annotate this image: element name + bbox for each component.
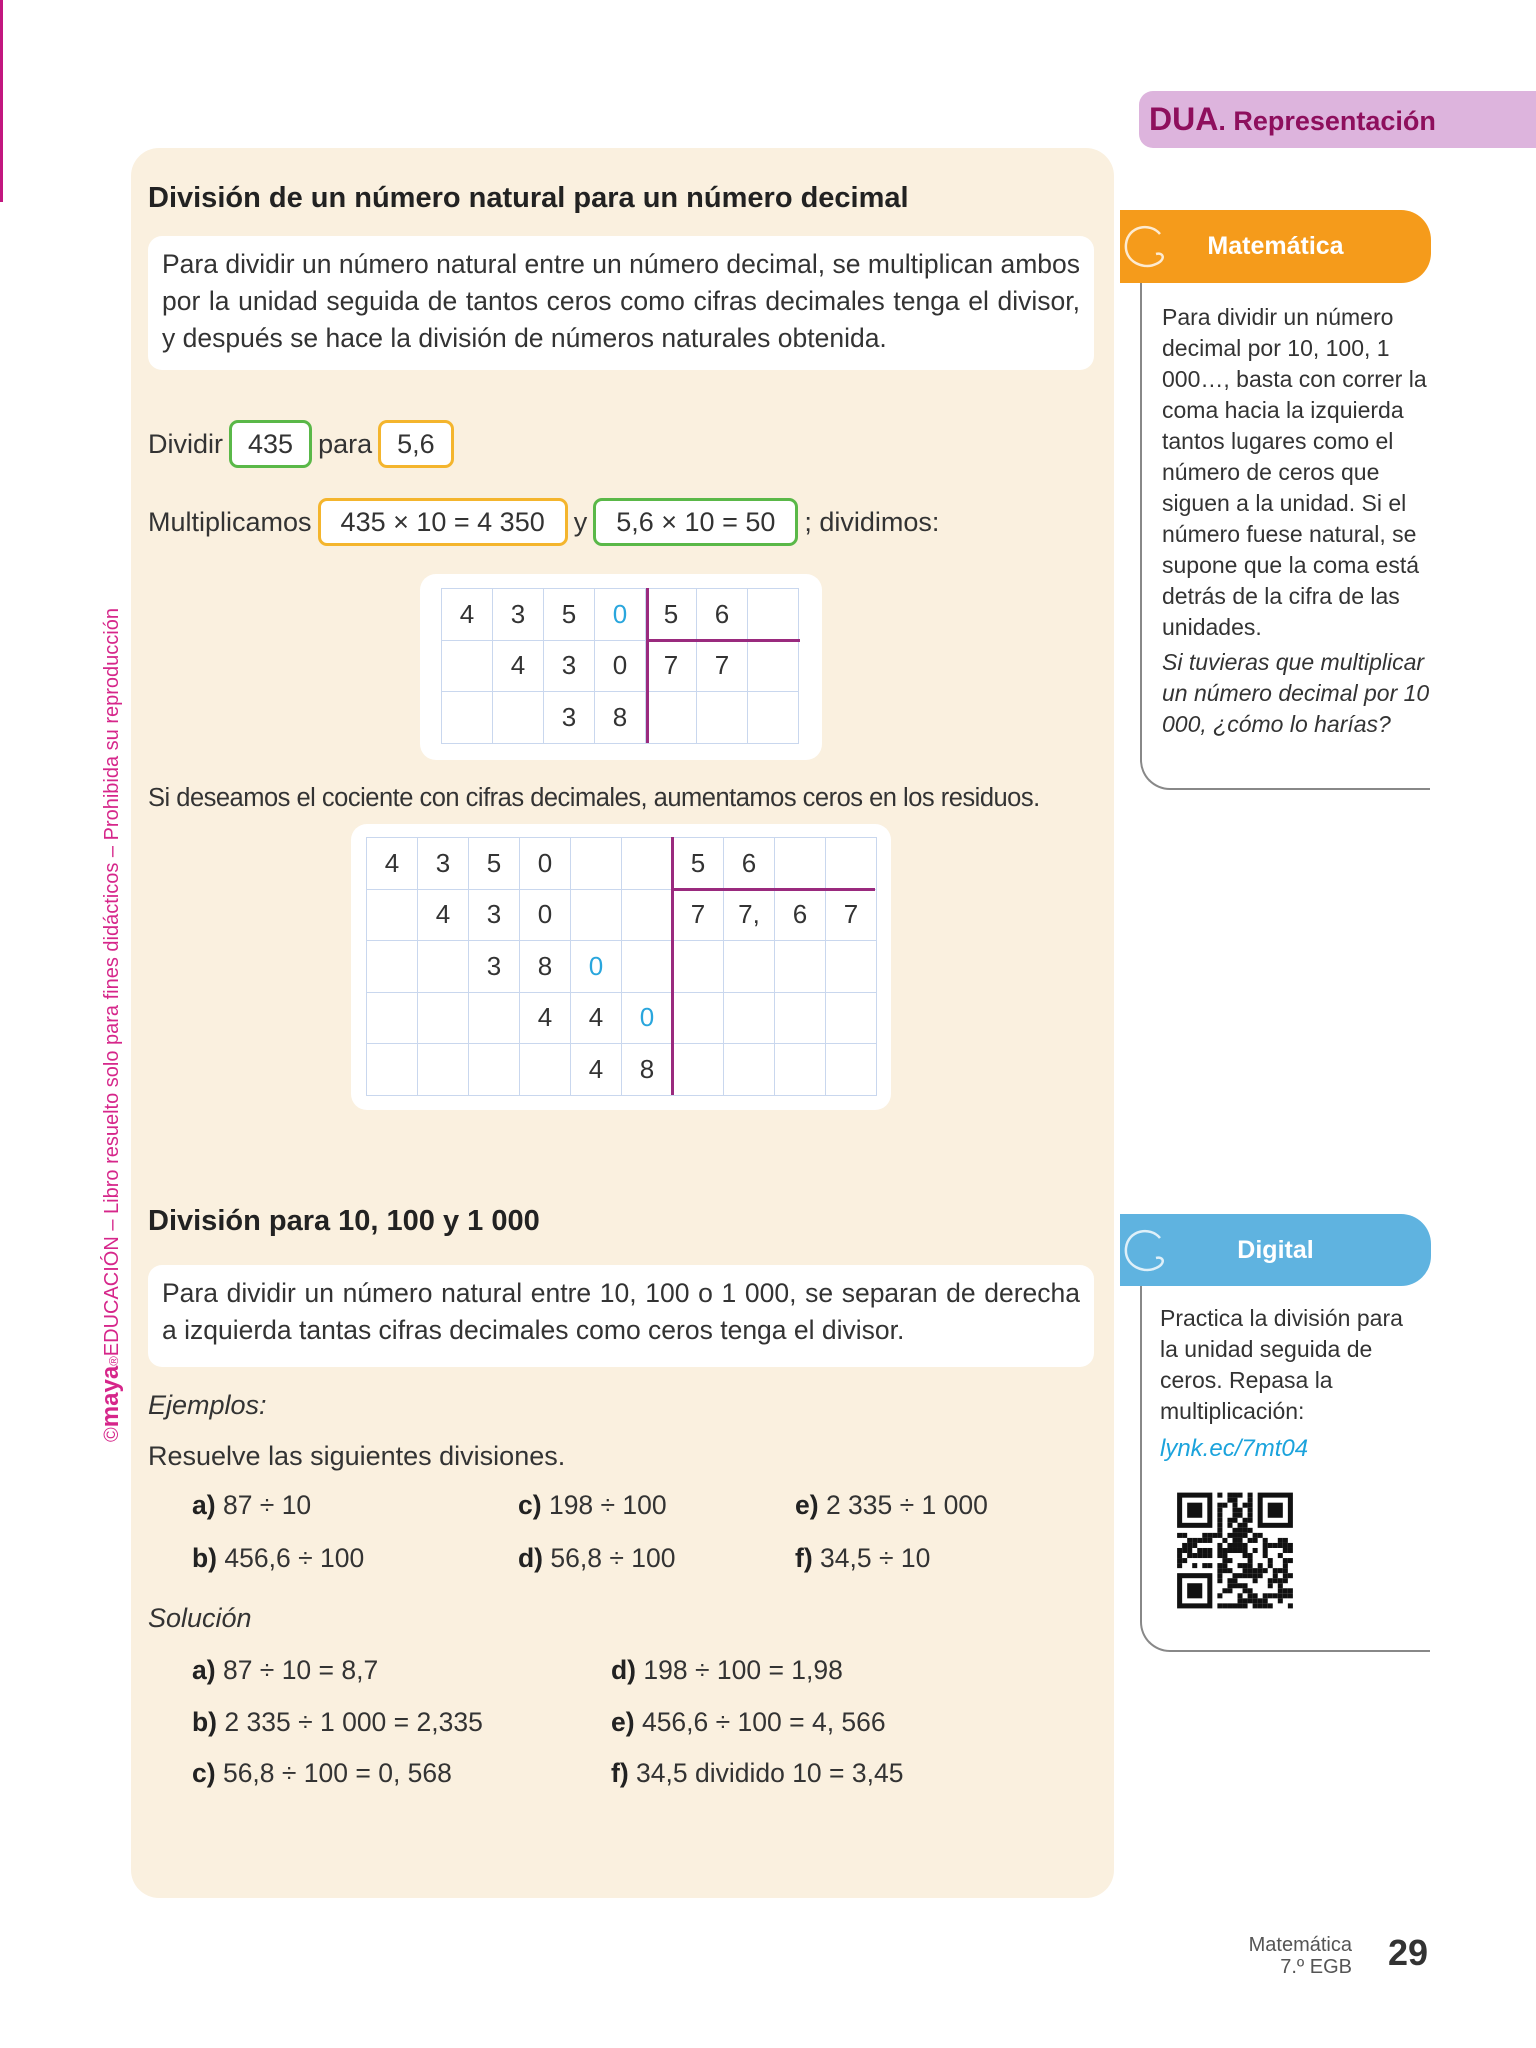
multiply-dividend-box: 435 × 10 = 4 350 — [318, 498, 568, 546]
y-label: y — [573, 506, 588, 537]
digit-cell: 4 — [493, 640, 544, 692]
solution-item — [611, 1655, 843, 1686]
digit-cell — [367, 992, 418, 1044]
math-tip-text: Para dividir un número decimal por 10, 100, 1 000…, basta con correr la coma hacia la izquierda tantos lugares como el número de ceros que siguen a la unidad. Si el número fuese natural, se supone que la coma está detrás de la cifra de las unidades. — [1162, 304, 1427, 640]
exercise-key: e) — [795, 1490, 819, 1520]
dua-subtitle: . Representación — [1218, 106, 1436, 136]
solution-key: f) — [611, 1758, 629, 1788]
division-table-1 — [441, 588, 799, 744]
exercise-key: c) — [518, 1490, 542, 1520]
examples-label: Ejemplos: — [148, 1390, 267, 1420]
section-title: División para 10, 100 y 1 000 — [148, 1205, 540, 1237]
solution-key: d) — [611, 1655, 637, 1685]
exercise-text: 198 ÷ 100 — [548, 1490, 667, 1520]
digital-tip-header — [1120, 1214, 1431, 1286]
digit-cell: 4 — [418, 889, 469, 941]
digit-cell: 4 — [442, 589, 493, 641]
math-tip-header — [1120, 210, 1431, 283]
solution-key: e) — [611, 1707, 635, 1737]
exercise-text: 34,5 ÷ 10 — [820, 1543, 931, 1573]
para-label: para — [318, 428, 373, 459]
exercise-item — [192, 1543, 364, 1574]
digit-cell — [646, 692, 697, 744]
math-tip-body — [1140, 283, 1430, 790]
digit-cell: 5 — [673, 838, 724, 890]
exercise-key: a) — [192, 1490, 216, 1520]
digit-cell: 4 — [367, 838, 418, 890]
digit-cell: 0 — [595, 640, 646, 692]
table-row — [367, 1044, 877, 1096]
math-tip-title: Matemática — [1207, 232, 1344, 260]
exercise-item — [518, 1490, 667, 1521]
digit-cell: 8 — [520, 941, 571, 993]
digit-cell: 5 — [544, 589, 595, 641]
solution-key: a) — [192, 1655, 216, 1685]
copyright-vertical-text — [97, 608, 125, 1442]
digit-cell — [418, 992, 469, 1044]
digit-cell: 6 — [775, 889, 826, 941]
digit-cell — [673, 1044, 724, 1096]
digit-cell: 4 — [520, 992, 571, 1044]
solution-text: 56,8 ÷ 100 = 0, 568 — [222, 1758, 452, 1788]
footer-subject-name: Matemática — [1248, 1934, 1352, 1956]
digit-cell — [724, 941, 775, 993]
table-row — [442, 640, 799, 692]
exercise-text: 87 ÷ 10 — [222, 1490, 312, 1520]
solution-text: 87 ÷ 10 = 8,7 — [222, 1655, 379, 1685]
digit-cell — [367, 941, 418, 993]
digit-cell: 6 — [724, 838, 775, 890]
dua-banner — [1139, 91, 1536, 148]
digit-cell — [571, 838, 622, 890]
digit-cell — [367, 1044, 418, 1096]
digit-cell — [622, 838, 673, 890]
table-row — [367, 941, 877, 993]
digit-cell — [622, 941, 673, 993]
digit-cell: 8 — [622, 1044, 673, 1096]
digit-cell — [724, 992, 775, 1044]
copyright-notice: EDUCACIÓN – Libro resuelto solo para fines didácticos – Prohibida su reproducción — [101, 608, 123, 1357]
solution-text: 198 ÷ 100 = 1,98 — [643, 1655, 843, 1685]
solution-item — [192, 1758, 452, 1789]
digit-cell — [748, 589, 799, 641]
dividir-label: Dividir — [148, 428, 224, 459]
instruction: Resuelve las siguientes divisiones. — [148, 1441, 566, 1471]
digit-cell: 0 — [571, 941, 622, 993]
solution-key: c) — [192, 1758, 216, 1788]
digit-cell — [469, 1044, 520, 1096]
brand-logo: maya — [97, 1365, 124, 1428]
digit-cell — [418, 1044, 469, 1096]
digital-tip-body — [1140, 1286, 1430, 1652]
solution-text: 456,6 ÷ 100 = 4, 566 — [641, 1707, 886, 1737]
copyright-sign: © — [101, 1427, 123, 1442]
curl-icon — [1120, 1224, 1172, 1280]
exercise-key: b) — [192, 1543, 218, 1573]
digit-cell — [775, 838, 826, 890]
digit-cell: 7 — [646, 640, 697, 692]
table-row — [367, 838, 877, 890]
multiplicamos-label: Multiplicamos — [148, 506, 312, 537]
digit-cell: 7 — [673, 889, 724, 941]
solution-item — [611, 1758, 903, 1789]
digit-cell: 5 — [646, 589, 697, 641]
digit-cell — [367, 889, 418, 941]
multiply-divisor-box: 5,6 × 10 = 50 — [593, 498, 798, 546]
digit-cell: 0 — [520, 889, 571, 941]
solution-item — [192, 1707, 483, 1738]
exercise-text: 2 335 ÷ 1 000 — [825, 1490, 988, 1520]
exercise-item — [795, 1490, 988, 1521]
digit-cell: 0 — [595, 589, 646, 641]
exercise-text: 56,8 ÷ 100 — [550, 1543, 676, 1573]
digit-cell: 7 — [826, 889, 877, 941]
digit-cell: 7 — [697, 640, 748, 692]
digit-cell — [673, 992, 724, 1044]
digital-tip-title: Digital — [1237, 1236, 1314, 1264]
qr-code[interactable] — [1162, 1482, 1308, 1619]
digit-cell — [826, 1044, 877, 1096]
digit-cell: 0 — [520, 838, 571, 890]
section-title: División de un número natural para un número decimal — [148, 182, 909, 214]
digit-cell: 4 — [571, 1044, 622, 1096]
dividend-box: 435 — [229, 420, 312, 468]
exercise-key: f) — [795, 1543, 813, 1573]
division-bracket-vertical — [671, 837, 674, 1095]
digit-cell: 3 — [469, 941, 520, 993]
dua-label: DUA — [1149, 101, 1219, 137]
digit-cell — [442, 640, 493, 692]
page-number: 29 — [1388, 1932, 1429, 1973]
solution-text: 2 335 ÷ 1 000 = 2,335 — [224, 1707, 483, 1737]
digit-cell — [469, 992, 520, 1044]
digit-cell — [622, 889, 673, 941]
math-tip-question: Si tuvieras que multiplicar un número decimal por 10 000, ¿cómo lo harías? — [1162, 649, 1430, 737]
solution-label: Solución — [148, 1603, 252, 1633]
info-box: Para dividir un número natural entre 10, 100 o 1 000, se separan de derecha a izquierda tantas cifras decimales como ceros tenga el divisor. — [148, 1265, 1094, 1367]
digital-link[interactable]: lynk.ec/7mt04 — [1160, 1435, 1309, 1462]
divisor-box: 5,6 — [378, 420, 454, 468]
digit-cell: 6 — [697, 589, 748, 641]
digit-cell: 4 — [571, 992, 622, 1044]
division-bracket-vertical — [646, 588, 649, 743]
registered-sign: ® — [106, 1356, 121, 1366]
digit-cell: 3 — [544, 692, 595, 744]
decimal-sentence: Si deseamos el cociente con cifras decimales, aumentamos ceros en los residuos. — [148, 784, 1040, 812]
digit-cell — [442, 692, 493, 744]
footer-subject — [1180, 1934, 1352, 1978]
table-row — [367, 992, 877, 1044]
digit-cell — [697, 692, 748, 744]
digit-cell: 7, — [724, 889, 775, 941]
digit-cell — [520, 1044, 571, 1096]
division-table-2 — [366, 837, 877, 1096]
division-bracket-horizontal — [646, 639, 800, 642]
page-edge-line — [0, 0, 3, 202]
digit-cell — [775, 941, 826, 993]
digit-cell — [748, 640, 799, 692]
table-row — [442, 692, 799, 744]
digit-cell — [826, 838, 877, 890]
digit-cell — [775, 1044, 826, 1096]
digit-cell — [493, 692, 544, 744]
solution-key: b) — [192, 1707, 218, 1737]
table-row — [367, 889, 877, 941]
digit-cell: 5 — [469, 838, 520, 890]
dividir-row — [148, 420, 454, 468]
digit-cell: 3 — [418, 838, 469, 890]
dividimos-label: ; dividimos: — [804, 506, 940, 537]
digit-cell — [673, 941, 724, 993]
digital-tip-text: Practica la división para la unidad seguida de ceros. Repasa la multiplicación: — [1160, 1305, 1403, 1424]
solution-item — [192, 1655, 378, 1686]
solution-item — [611, 1707, 886, 1738]
digit-cell: 8 — [595, 692, 646, 744]
digit-cell — [571, 889, 622, 941]
exercise-item — [518, 1543, 675, 1574]
footer-grade: 7.º EGB — [1280, 1956, 1352, 1978]
digit-cell — [775, 992, 826, 1044]
digit-cell: 3 — [544, 640, 595, 692]
digit-cell — [826, 941, 877, 993]
division-bracket-horizontal — [671, 888, 875, 891]
exercise-text: 456,6 ÷ 100 — [224, 1543, 365, 1573]
digit-cell: 3 — [493, 589, 544, 641]
digit-cell: 3 — [469, 889, 520, 941]
exercise-item — [795, 1543, 930, 1574]
multiply-row — [148, 498, 939, 546]
digit-cell — [724, 1044, 775, 1096]
info-box: Para dividir un número natural entre un número decimal, se multiplican ambos por la unidad seguida de tantos ceros como cifras decimales tenga el divisor, y después se hace la división de números naturales obtenida. — [148, 236, 1094, 370]
curl-icon — [1120, 220, 1172, 276]
digit-cell — [418, 941, 469, 993]
digit-cell — [826, 992, 877, 1044]
digit-cell — [748, 692, 799, 744]
table-row — [442, 589, 799, 641]
exercise-item — [192, 1490, 311, 1521]
solution-text: 34,5 dividido 10 = 3,45 — [636, 1758, 904, 1788]
exercise-key: d) — [518, 1543, 544, 1573]
digit-cell: 0 — [622, 992, 673, 1044]
